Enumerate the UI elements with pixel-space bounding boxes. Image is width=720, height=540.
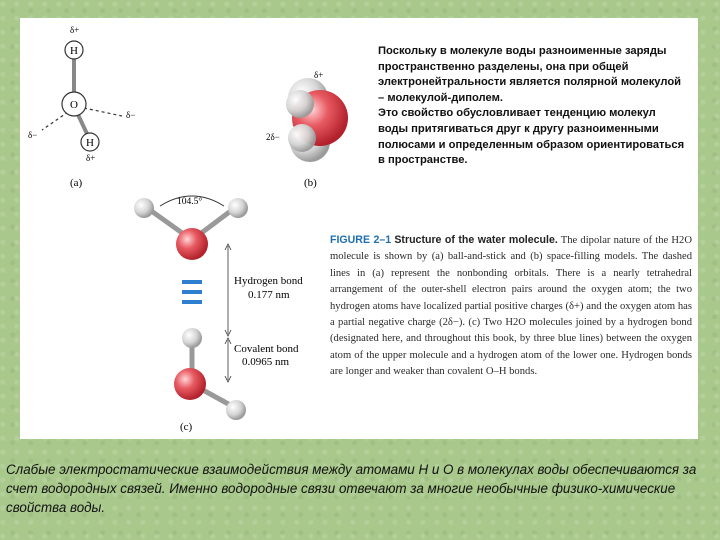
water-structure-diagram xyxy=(20,18,350,439)
upper-hydrogen-left xyxy=(134,198,154,218)
upper-hydrogen-right xyxy=(228,198,248,218)
charge-delta-minus-left: δ− xyxy=(28,130,38,140)
charge-delta-plus-b: δ+ xyxy=(314,70,324,80)
charge-delta-minus-right: δ− xyxy=(126,110,136,120)
hbond-length: 0.177 nm xyxy=(248,289,290,301)
upper-oxygen xyxy=(176,228,208,260)
figure-caption-body: The dipolar nature of the H2O molecule is shown by (a) ball-and-stick and (b) space-filling models. The dashed lines in (a) represent the nonbonding orbitals. There is a nearly tetrahedral arrangement of the outer-shell electron pairs around the oxygen atom; the two hydrogen atoms have localized partial positive charges (δ+) and the oxygen atom has a partial negative charge (2δ−). (c) Two H2O molecules joined by a hydrogen bond (designated here, and throughout this book, by three blue lines) between the oxygen atom of the upper molecule and a hydrogen atom of the lower one. Hydrogen bonds are longer and weaker than covalent O–H bonds. xyxy=(330,235,692,378)
atom-label-o: O xyxy=(70,99,78,111)
panel-a-ball-and-stick xyxy=(28,25,135,189)
panel-a-label: (a) xyxy=(70,177,83,189)
russian-explanation-text: Поскольку в молекуле воды разноименные заряды пространственно разделены, она при общей электронейтральности является полярной молекулой – молекулой-диполем. Это свойство обусловливает тенденцию молекул воды притягиваться друг к другу разноименными полюсами и определенным образом ориентироваться в пространстве. xyxy=(378,45,685,167)
charge-delta-plus-top: δ+ xyxy=(70,25,80,35)
lower-hydrogen-top xyxy=(182,328,202,348)
figure-title: Structure of the water molecule. xyxy=(394,234,558,246)
cbond-label: Covalent bond xyxy=(234,343,299,355)
panel-c-hydrogen-bond xyxy=(134,196,303,433)
charge-delta-plus-bottom: δ+ xyxy=(86,153,96,163)
atom-label-h-bottom: H xyxy=(86,137,94,149)
atom-label-h-top: H xyxy=(70,45,78,57)
figure-number: FIGURE 2–1 xyxy=(330,234,392,246)
panel-b-label: (b) xyxy=(304,177,317,189)
lower-hydrogen-right xyxy=(226,400,246,420)
figure-caption xyxy=(330,232,692,381)
lower-oxygen xyxy=(174,368,206,400)
bottom-summary-text: Слабые электростатические взаимодействия между атомами H и O в молекулах воды обеспечиваются за счет водородных связей. Именно водородные связи отвечают за многие необычные физико-химические свойства воды. xyxy=(6,462,697,515)
charge-2delta-minus-b: 2δ− xyxy=(266,132,280,142)
hbond-label: Hydrogen bond xyxy=(234,275,303,287)
hydrogen-bond-lines xyxy=(182,280,202,304)
panel-c-label: (c) xyxy=(180,421,193,433)
panel-b-space-filling xyxy=(266,70,348,189)
cbond-length: 0.0965 nm xyxy=(242,356,290,368)
bond-angle-label: 104.5° xyxy=(177,197,203,207)
